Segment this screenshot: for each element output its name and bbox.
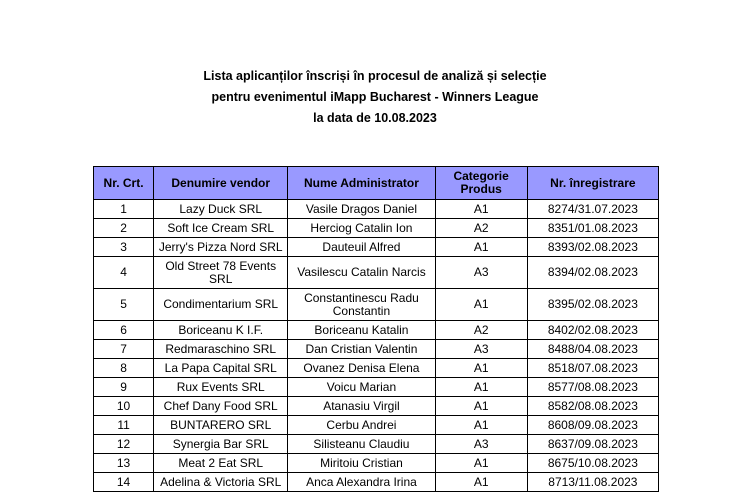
table-row bbox=[94, 378, 659, 397]
cell-administrator: Boriceanu Katalin bbox=[288, 321, 435, 340]
cell-registration: 8675/10.08.2023 bbox=[527, 454, 658, 473]
cell-category: A3 bbox=[435, 340, 527, 359]
cell-vendor: Lazy Duck SRL bbox=[154, 200, 288, 219]
cell-vendor: BUNTARERO SRL bbox=[154, 416, 288, 435]
cell-category: A1 bbox=[435, 454, 527, 473]
cell-administrator: Anca Alexandra Irina bbox=[288, 473, 435, 492]
cell-category: A1 bbox=[435, 473, 527, 492]
table-row bbox=[94, 435, 659, 454]
cell-nr: 12 bbox=[94, 435, 154, 454]
cell-nr: 5 bbox=[94, 289, 154, 321]
cell-registration: 8713/11.08.2023 bbox=[527, 473, 658, 492]
cell-registration: 8518/07.08.2023 bbox=[527, 359, 658, 378]
cell-nr: 9 bbox=[94, 378, 154, 397]
cell-administrator: Silisteanu Claudiu bbox=[288, 435, 435, 454]
header-registration-number: Nr. înregistrare bbox=[527, 167, 658, 200]
cell-administrator: Miritoiu Cristian bbox=[288, 454, 435, 473]
table-row bbox=[94, 257, 659, 289]
cell-registration: 8608/09.08.2023 bbox=[527, 416, 658, 435]
table-row bbox=[94, 473, 659, 492]
cell-administrator: Dauteuil Alfred bbox=[288, 238, 435, 257]
cell-nr: 6 bbox=[94, 321, 154, 340]
table-row bbox=[94, 416, 659, 435]
cell-category: A1 bbox=[435, 416, 527, 435]
cell-nr: 8 bbox=[94, 359, 154, 378]
cell-administrator: Voicu Marian bbox=[288, 378, 435, 397]
header-administrator-name: Nume Administrator bbox=[288, 167, 435, 200]
table-row bbox=[94, 359, 659, 378]
table-row bbox=[94, 219, 659, 238]
cell-registration: 8393/02.08.2023 bbox=[527, 238, 658, 257]
cell-nr: 14 bbox=[94, 473, 154, 492]
cell-vendor: Soft Ice Cream SRL bbox=[154, 219, 288, 238]
cell-registration: 8577/08.08.2023 bbox=[527, 378, 658, 397]
cell-vendor: Adelina & Victoria SRL bbox=[154, 473, 288, 492]
cell-vendor: Redmaraschino SRL bbox=[154, 340, 288, 359]
cell-vendor: Boriceanu K I.F. bbox=[154, 321, 288, 340]
applicants-table bbox=[93, 166, 659, 492]
cell-vendor: Chef Dany Food SRL bbox=[154, 397, 288, 416]
cell-category: A1 bbox=[435, 359, 527, 378]
cell-vendor: Condimentarium SRL bbox=[154, 289, 288, 321]
cell-category: A2 bbox=[435, 219, 527, 238]
cell-registration: 8582/08.08.2023 bbox=[527, 397, 658, 416]
cell-category: A1 bbox=[435, 238, 527, 257]
cell-category: A1 bbox=[435, 397, 527, 416]
cell-vendor: Meat 2 Eat SRL bbox=[154, 454, 288, 473]
cell-administrator: Constantinescu Radu Constantin bbox=[288, 289, 435, 321]
header-nr-crt: Nr. Crt. bbox=[94, 167, 154, 200]
cell-vendor: Rux Events SRL bbox=[154, 378, 288, 397]
cell-category: A2 bbox=[435, 321, 527, 340]
cell-category: A3 bbox=[435, 435, 527, 454]
cell-registration: 8395/02.08.2023 bbox=[527, 289, 658, 321]
cell-registration: 8488/04.08.2023 bbox=[527, 340, 658, 359]
cell-nr: 3 bbox=[94, 238, 154, 257]
cell-vendor: Jerry's Pizza Nord SRL bbox=[154, 238, 288, 257]
table-row bbox=[94, 340, 659, 359]
cell-category: A1 bbox=[435, 289, 527, 321]
table-row bbox=[94, 238, 659, 257]
table-row bbox=[94, 321, 659, 340]
cell-administrator: Vasilescu Catalin Narcis bbox=[288, 257, 435, 289]
cell-nr: 1 bbox=[94, 200, 154, 219]
table-header-row bbox=[94, 167, 659, 200]
cell-vendor: La Papa Capital SRL bbox=[154, 359, 288, 378]
document-title bbox=[0, 66, 750, 129]
cell-nr: 4 bbox=[94, 257, 154, 289]
cell-nr: 7 bbox=[94, 340, 154, 359]
cell-registration: 8274/31.07.2023 bbox=[527, 200, 658, 219]
header-vendor-name: Denumire vendor bbox=[154, 167, 288, 200]
cell-administrator: Dan Cristian Valentin bbox=[288, 340, 435, 359]
cell-administrator: Atanasiu Virgil bbox=[288, 397, 435, 416]
cell-registration: 8394/02.08.2023 bbox=[527, 257, 658, 289]
table-row bbox=[94, 397, 659, 416]
table-row bbox=[94, 454, 659, 473]
cell-administrator: Vasile Dragos Daniel bbox=[288, 200, 435, 219]
cell-nr: 2 bbox=[94, 219, 154, 238]
title-line-1: Lista aplicanților înscriși în procesul de analiză și selecție bbox=[203, 69, 547, 83]
cell-nr: 11 bbox=[94, 416, 154, 435]
cell-administrator: Cerbu Andrei bbox=[288, 416, 435, 435]
cell-nr: 13 bbox=[94, 454, 154, 473]
cell-registration: 8402/02.08.2023 bbox=[527, 321, 658, 340]
cell-administrator: Ovanez Denisa Elena bbox=[288, 359, 435, 378]
cell-registration: 8637/09.08.2023 bbox=[527, 435, 658, 454]
cell-registration: 8351/01.08.2023 bbox=[527, 219, 658, 238]
table-row bbox=[94, 200, 659, 219]
header-product-category: Categorie Produs bbox=[435, 167, 527, 200]
cell-category: A1 bbox=[435, 200, 527, 219]
title-line-3: la data de 10.08.2023 bbox=[313, 111, 437, 125]
table-row bbox=[94, 289, 659, 321]
cell-vendor: Old Street 78 Events SRL bbox=[154, 257, 288, 289]
cell-category: A1 bbox=[435, 378, 527, 397]
cell-nr: 10 bbox=[94, 397, 154, 416]
cell-vendor: Synergia Bar SRL bbox=[154, 435, 288, 454]
cell-administrator: Herciog Catalin Ion bbox=[288, 219, 435, 238]
cell-category: A3 bbox=[435, 257, 527, 289]
title-line-2: pentru evenimentul iMapp Bucharest - Winners League bbox=[211, 90, 539, 104]
